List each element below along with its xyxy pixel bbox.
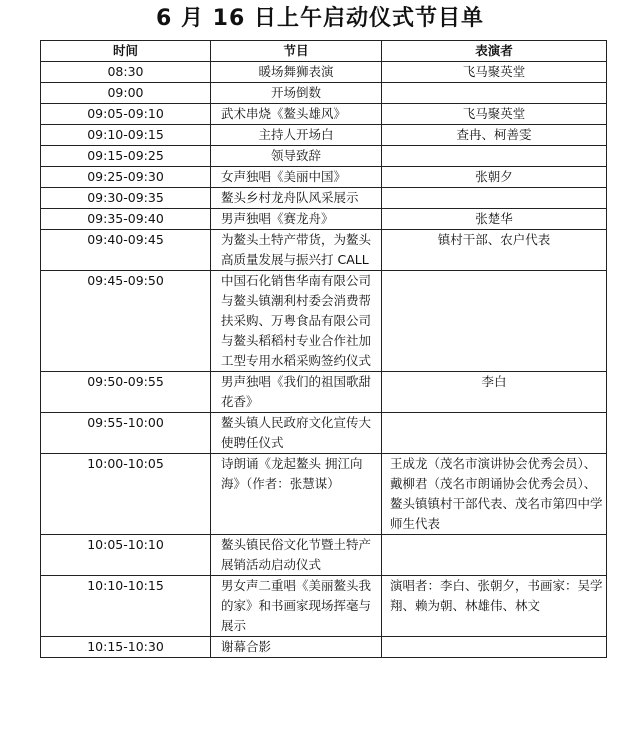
performer-cell: 镇村干部、农户代表: [382, 230, 607, 271]
time-cell: 09:00: [41, 83, 211, 104]
header-time: 时间: [41, 41, 211, 62]
time-cell: 09:55-10:00: [41, 413, 211, 454]
time-cell: 10:15-10:30: [41, 637, 211, 658]
program-cell: 为鳌头土特产带货，为鳌头高质量发展与振兴打 CALL: [211, 230, 382, 271]
program-cell: 中国石化销售华南有限公司与鳌头镇潮利村委会消费帮扶采购、万粤食品有限公司与鳌头稻稻村专业合作社加工型专用水稻采购签约仪式: [211, 271, 382, 372]
performer-cell: 李白: [382, 372, 607, 413]
time-cell: 10:10-10:15: [41, 576, 211, 637]
performer-cell: 王成龙（茂名市演讲协会优秀会员）、戴柳君（茂名市朗诵协会优秀会员）、鳌头镇镇村干部代表、茂名市第四中学师生代表: [382, 454, 607, 535]
table-row: [41, 535, 607, 576]
time-cell: 10:00-10:05: [41, 454, 211, 535]
performer-cell: 飞马聚英堂: [382, 62, 607, 83]
time-cell: 10:05-10:10: [41, 535, 211, 576]
program-cell: 领导致辞: [211, 146, 382, 167]
time-cell: 09:35-09:40: [41, 209, 211, 230]
header-program: 节目: [211, 41, 382, 62]
table-row: [41, 372, 607, 413]
table-row: [41, 454, 607, 535]
program-cell: 鳌头镇民俗文化节暨土特产展销活动启动仪式: [211, 535, 382, 576]
program-cell: 武术串烧《鳌头雄风》: [211, 104, 382, 125]
table-row: [41, 146, 607, 167]
program-cell: 诗朗诵《龙起鳌头 拥江向海》（作者：张慧谋）: [211, 454, 382, 535]
table-row: [41, 62, 607, 83]
page-title: 6 月 16 日上午启动仪式节目单: [156, 6, 484, 31]
performer-cell: 飞马聚英堂: [382, 104, 607, 125]
table-row: [41, 104, 607, 125]
program-cell: 谢幕合影: [211, 637, 382, 658]
program-cell: 鳌头镇人民政府文化宣传大使聘任仪式: [211, 413, 382, 454]
performer-cell: [382, 83, 607, 104]
time-cell: 08:30: [41, 62, 211, 83]
performer-cell: [382, 413, 607, 454]
table-row: [41, 125, 607, 146]
time-cell: 09:50-09:55: [41, 372, 211, 413]
performer-cell: [382, 535, 607, 576]
table-row: [41, 83, 607, 104]
table-row: [41, 576, 607, 637]
performer-cell: [382, 188, 607, 209]
time-cell: 09:40-09:45: [41, 230, 211, 271]
program-cell: 男女声二重唱《美丽鳌头我的家》和书画家现场挥毫与展示: [211, 576, 382, 637]
table-row: [41, 271, 607, 372]
time-cell: 09:45-09:50: [41, 271, 211, 372]
program-cell: 男声独唱《我们的祖国歌甜花香》: [211, 372, 382, 413]
program-cell: 鳌头乡村龙舟队风采展示: [211, 188, 382, 209]
table-row: [41, 413, 607, 454]
table-row: [41, 188, 607, 209]
program-cell: 开场倒数: [211, 83, 382, 104]
performer-cell: 演唱者：李白、张朝夕，书画家：吴学翔、赖为朝、林雄伟、林文: [382, 576, 607, 637]
time-cell: 09:15-09:25: [41, 146, 211, 167]
performer-cell: 查冉、柯善雯: [382, 125, 607, 146]
table-row: [41, 637, 607, 658]
table-row: [41, 209, 607, 230]
program-cell: 主持人开场白: [211, 125, 382, 146]
table-row: [41, 230, 607, 271]
time-cell: 09:05-09:10: [41, 104, 211, 125]
performer-cell: [382, 146, 607, 167]
performer-cell: 张楚华: [382, 209, 607, 230]
performer-cell: 张朝夕: [382, 167, 607, 188]
time-cell: 09:30-09:35: [41, 188, 211, 209]
time-cell: 09:25-09:30: [41, 167, 211, 188]
performer-cell: [382, 637, 607, 658]
program-schedule-table: [40, 40, 607, 658]
program-cell: 暖场舞狮表演: [211, 62, 382, 83]
table-header-row: [41, 41, 607, 62]
performer-cell: [382, 271, 607, 372]
program-cell: 男声独唱《赛龙舟》: [211, 209, 382, 230]
header-performer: 表演者: [382, 41, 607, 62]
program-cell: 女声独唱《美丽中国》: [211, 167, 382, 188]
time-cell: 09:10-09:15: [41, 125, 211, 146]
table-row: [41, 167, 607, 188]
